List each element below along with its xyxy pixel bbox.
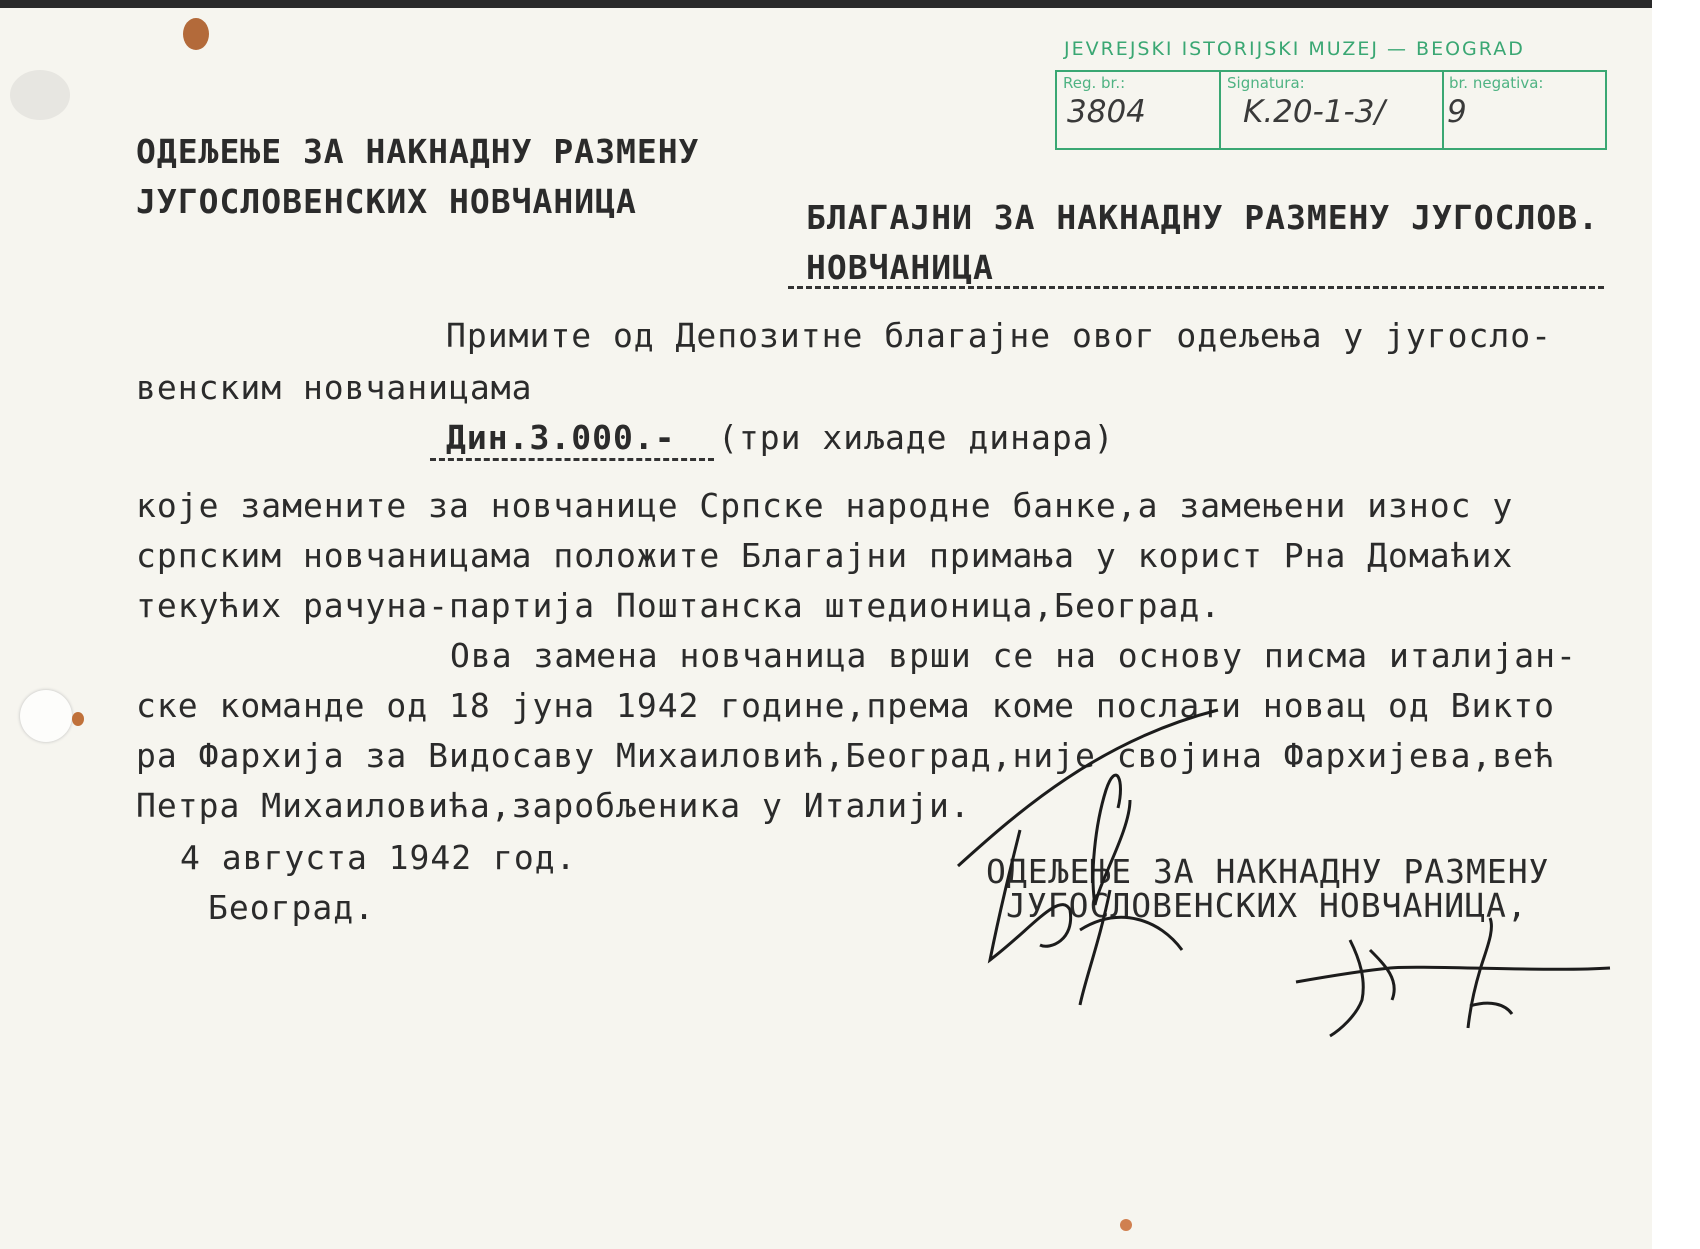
negative-label: br. negativa: (1449, 74, 1544, 92)
scan-margin (1652, 0, 1700, 1249)
negative-value: 9 (1447, 94, 1467, 130)
addressee-underline (788, 286, 1604, 289)
addressee-line-1: БЛАГАЈНИ ЗА НАКНАДНУ РАЗМЕНУ ЈУГОСЛОВ. (806, 198, 1599, 237)
stamp-divider (1442, 72, 1444, 148)
place-line: Београд. (208, 888, 375, 927)
body-p3-line-4: Петра Михаиловића,заробљеника у Италији. (136, 786, 971, 825)
body-p3-line-2: ске команде од 18 јуна 1942 године,према коме послати новац од Викто (136, 686, 1556, 725)
rust-stain (72, 712, 84, 726)
museum-stamp-title: JEVREJSKI ISTORIJSKI MUZEJ — BEOGRAD (1064, 38, 1525, 60)
date-line: 4 августа 1942 год. (180, 838, 577, 877)
reg-label: Reg. br.: (1063, 74, 1126, 92)
body-p1-line-2: венским новчаницама (136, 368, 533, 407)
amount-figure: Дин.3.000.- (446, 418, 676, 457)
handwritten-signature-right (1290, 910, 1620, 1040)
scan-top-edge (0, 0, 1652, 8)
body-p2-line-2: српским новчаницама положите Благајни примања у корист Рна Домаћих (136, 536, 1514, 575)
signature-value: K.20-1-3/ (1243, 94, 1385, 130)
rust-stain (1120, 1219, 1132, 1231)
body-p2-line-1: које замените за новчанице Српске народне банке,а замењени износ у (136, 486, 1514, 525)
signature-block-line-1: ОДЕЉЕЊЕ ЗА НАКНАДНУ РАЗМЕНУ (986, 852, 1550, 891)
smudge (10, 70, 70, 120)
letterhead-line-1: ОДЕЉЕЊЕ ЗА НАКНАДНУ РАЗМЕНУ (136, 132, 700, 171)
reg-value: 3804 (1067, 94, 1146, 130)
stamp-divider (1219, 72, 1221, 148)
punch-hole (20, 690, 72, 742)
signature-label: Signatura: (1227, 74, 1305, 92)
amount-words: (три хиљаде динара) (718, 418, 1115, 457)
signature-block-line-2: ЈУГОСЛОВЕНСКИХ НОВЧАНИЦА, (1006, 886, 1528, 925)
body-p1-line-1: Примите од Депозитне благајне овог одељења у југосло- (446, 316, 1552, 355)
body-p3-line-3: ра Фархија за Видосаву Михаиловић,Београд,није својина Фархијева,већ (136, 736, 1556, 775)
letterhead-line-2: ЈУГОСЛОВЕНСКИХ НОВЧАНИЦА (136, 182, 637, 221)
rust-stain (183, 18, 209, 50)
body-p3-line-1: Ова замена новчаница врши се на основу писма италијан- (450, 636, 1577, 675)
handwritten-signature-left (950, 700, 1230, 1020)
museum-stamp-box (1055, 70, 1607, 150)
amount-underline (430, 458, 714, 461)
addressee-line-2: НОВЧАНИЦА (806, 248, 994, 287)
body-p2-line-3: текућих рачуна-партија Поштанска штедионица,Београд. (136, 586, 1222, 625)
